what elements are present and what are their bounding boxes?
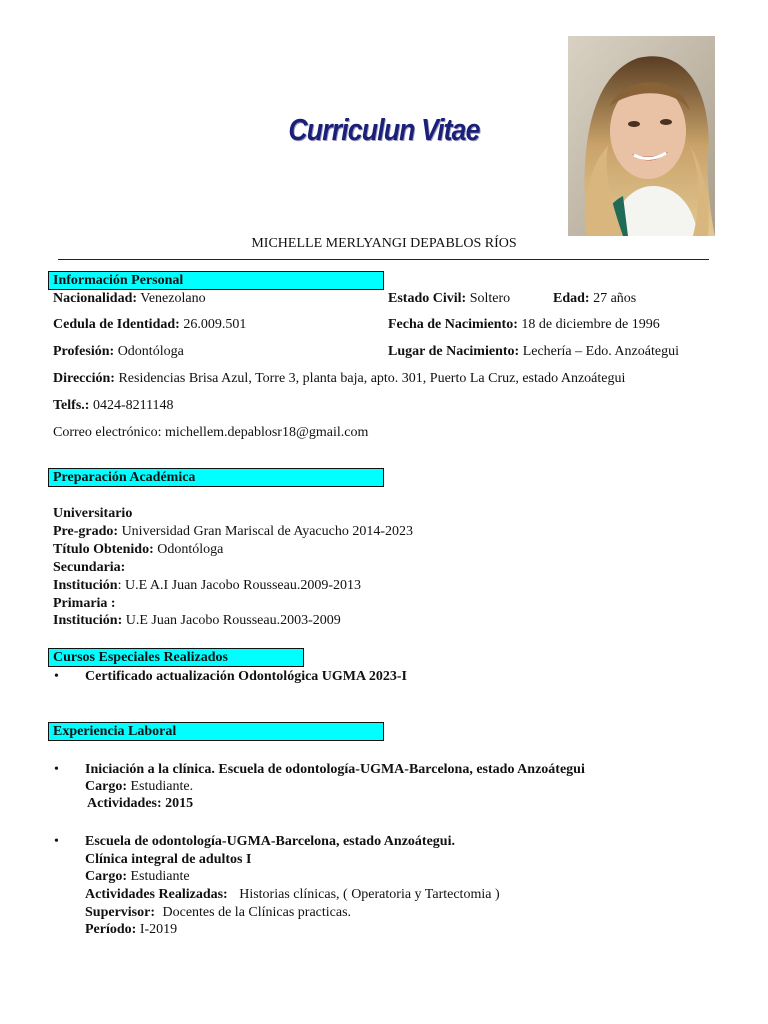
section-header-experience: Experiencia Laboral bbox=[48, 722, 384, 741]
experience-2-actividades bbox=[85, 886, 500, 904]
profesion-label: Profesión: bbox=[53, 344, 115, 359]
fecha-value: 18 de diciembre de 1996 bbox=[521, 317, 660, 332]
institucion-value: : U.E A.I Juan Jacobo Rousseau.2009-2013 bbox=[117, 578, 361, 593]
section-header-personal: Información Personal bbox=[48, 271, 384, 290]
experience-2-supervisor bbox=[85, 904, 351, 922]
experience-2-subtitle: Clínica integral de adultos I bbox=[85, 852, 252, 867]
titulo-label: Título Obtenido: bbox=[53, 542, 154, 557]
supervisor-value: Docentes de la Clínicas practicas. bbox=[162, 905, 352, 920]
bullet-icon: • bbox=[54, 834, 59, 849]
cargo-label: Cargo: bbox=[85, 779, 127, 794]
cargo-value: Estudiante bbox=[130, 869, 190, 884]
telefono-value: 0424-8211148 bbox=[92, 398, 174, 413]
fecha-nacimiento-row bbox=[388, 316, 660, 334]
nacionalidad-value: Venezolano bbox=[140, 291, 206, 306]
actividades-value: Historias clínicas, ( Operatoria y Tartectomia ) bbox=[239, 887, 500, 902]
institucion-value: U.E Juan Jacobo Rousseau.2003-2009 bbox=[125, 613, 341, 628]
institucion-secundaria-row bbox=[53, 577, 361, 595]
lugar-nacimiento-row bbox=[388, 343, 679, 361]
telefono-label: Telfs.: bbox=[53, 398, 90, 413]
candidate-name: MICHELLE MERLYANGI DEPABLOS RÍOS bbox=[251, 236, 517, 251]
estado-civil-label: Estado Civil: bbox=[388, 291, 467, 306]
experience-1-title: Iniciación a la clínica. Escuela de odontología-UGMA-Barcelona, estado Anzoátegui bbox=[85, 762, 585, 777]
estado-civil-value: Soltero bbox=[469, 291, 511, 306]
lugar-value: Lechería – Edo. Anzoátegui bbox=[522, 344, 679, 359]
primaria-label: Primaria : bbox=[53, 596, 116, 611]
experience-1-cargo bbox=[85, 778, 193, 796]
direccion-label: Dirección: bbox=[53, 371, 115, 386]
nacionalidad-label: Nacionalidad: bbox=[53, 291, 138, 306]
estado-civil-row bbox=[388, 290, 510, 308]
section-header-academic: Preparación Académica bbox=[48, 468, 384, 487]
titulo-row bbox=[53, 541, 223, 559]
actividades-label: Actividades Realizadas: bbox=[85, 887, 228, 902]
experience-2-periodo bbox=[85, 921, 177, 939]
bullet-icon: • bbox=[54, 669, 59, 684]
correo-row: Correo electrónico: michellem.depablosr18@gmail.com bbox=[53, 425, 369, 440]
institucion-label: Institución: bbox=[53, 613, 123, 628]
profesion-row bbox=[53, 343, 184, 361]
cedula-value: 26.009.501 bbox=[183, 317, 247, 332]
section-header-courses: Cursos Especiales Realizados bbox=[48, 648, 304, 667]
course-item: Certificado actualización Odontológica UGMA 2023-I bbox=[85, 669, 407, 684]
cedula-row bbox=[53, 316, 246, 334]
institucion-label: Institución bbox=[53, 578, 118, 593]
nacionalidad-row bbox=[53, 290, 206, 308]
edad-value: 27 años bbox=[593, 291, 637, 306]
direccion-row bbox=[53, 370, 625, 388]
telefono-row bbox=[53, 397, 174, 415]
experience-2-cargo bbox=[85, 868, 190, 886]
titulo-value: Odontóloga bbox=[157, 542, 224, 557]
direccion-value: Residencias Brisa Azul, Torre 3, planta baja, apto. 301, Puerto La Cruz, estado Anzoátegui bbox=[118, 371, 626, 386]
experience-1-actividades: Actividades: 2015 bbox=[87, 796, 194, 811]
document-title: Curriculun Vitae bbox=[288, 112, 480, 147]
experience-2-title: Escuela de odontología-UGMA-Barcelona, estado Anzoátegui. bbox=[85, 834, 455, 849]
lugar-label: Lugar de Nacimiento: bbox=[388, 344, 520, 359]
supervisor-label: Supervisor: bbox=[85, 905, 155, 920]
profesion-value: Odontóloga bbox=[117, 344, 184, 359]
cargo-value: Estudiante. bbox=[130, 779, 194, 794]
pregrado-row bbox=[53, 523, 413, 541]
universitario-label: Universitario bbox=[53, 506, 133, 521]
periodo-label: Período: bbox=[85, 922, 137, 937]
cedula-label: Cedula de Identidad: bbox=[53, 317, 180, 332]
secundaria-label: Secundaria: bbox=[53, 560, 126, 575]
edad-row bbox=[553, 290, 636, 308]
institucion-primaria-row bbox=[53, 612, 341, 630]
edad-label: Edad: bbox=[553, 291, 590, 306]
fecha-label: Fecha de Nacimiento: bbox=[388, 317, 518, 332]
cargo-label: Cargo: bbox=[85, 869, 127, 884]
profile-photo bbox=[568, 36, 715, 236]
divider bbox=[58, 259, 709, 260]
bullet-icon: • bbox=[54, 762, 59, 777]
pregrado-label: Pre-grado: bbox=[53, 524, 119, 539]
periodo-value: I-2019 bbox=[139, 922, 178, 937]
pregrado-value: Universidad Gran Mariscal de Ayacucho 2014-2023 bbox=[121, 524, 414, 539]
